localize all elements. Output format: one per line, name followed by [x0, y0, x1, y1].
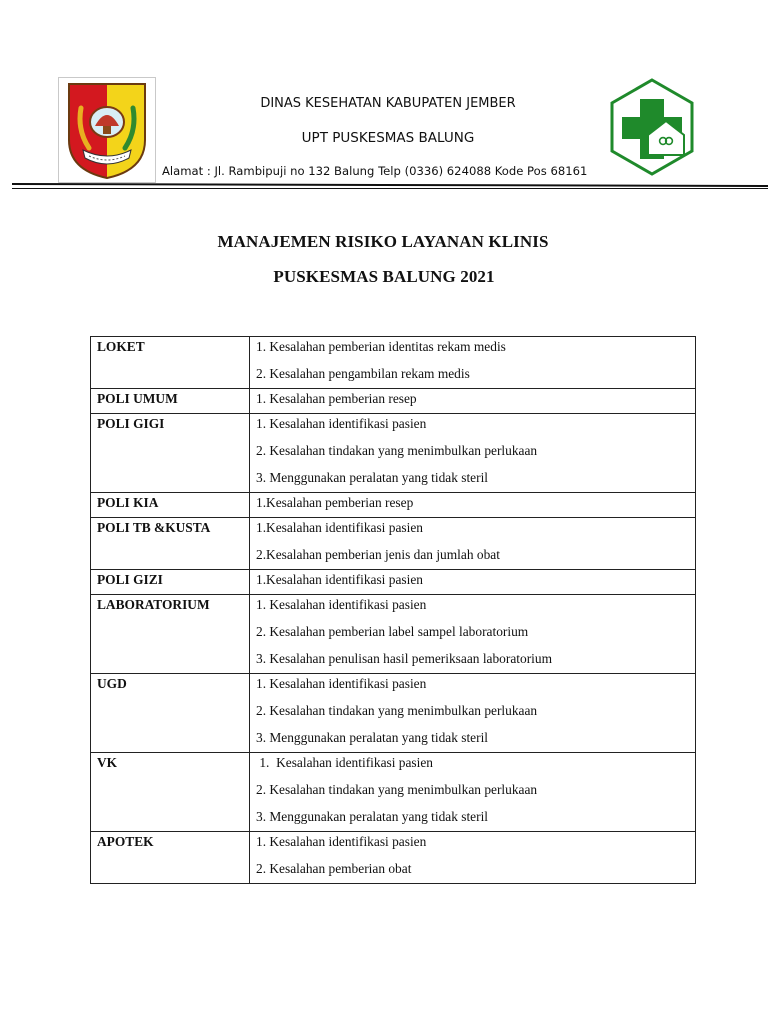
service-unit-cell: POLI GIGI	[91, 414, 250, 493]
table-row	[91, 414, 696, 493]
risk-item: 3. Menggunakan peralatan yang tidak steril	[256, 730, 489, 745]
service-unit-cell: POLI GIZI	[91, 570, 250, 595]
table-row	[91, 753, 696, 832]
risk-item: 2. Kesalahan pengambilan rekam medis	[256, 366, 470, 381]
risk-item: 3. Menggunakan peralatan yang tidak steril	[256, 470, 489, 485]
risk-item: 1. Kesalahan identifikasi pasien	[256, 676, 427, 691]
risk-items-cell	[250, 674, 696, 753]
risk-items-cell	[250, 337, 696, 389]
risk-table-body	[91, 337, 696, 884]
risk-item: 1. Kesalahan identifikasi pasien	[256, 755, 434, 770]
risk-items-cell	[250, 493, 696, 518]
service-unit-cell: LOKET	[91, 337, 250, 389]
table-row	[91, 518, 696, 570]
puskesmas-logo	[608, 77, 696, 177]
risk-items-cell	[250, 518, 696, 570]
risk-item: 2. Kesalahan pemberian obat	[256, 861, 412, 876]
puskesmas-cross-icon	[608, 77, 696, 177]
service-unit-cell: POLI UMUM	[91, 389, 250, 414]
table-row	[91, 674, 696, 753]
risk-items-cell	[250, 832, 696, 884]
address-line: Alamat : Jl. Rambipuji no 132 Balung Telp (0336) 624088 Kode Pos 68161	[162, 164, 588, 178]
risk-items-cell	[250, 595, 696, 674]
risk-item: 1. Kesalahan pemberian identitas rekam medis	[256, 339, 506, 354]
table-row	[91, 832, 696, 884]
risk-item: 1. Kesalahan identifikasi pasien	[256, 416, 427, 431]
risk-table	[90, 336, 696, 884]
service-unit-cell: POLI KIA	[91, 493, 250, 518]
service-unit-cell: LABORATORIUM	[91, 595, 250, 674]
risk-items-cell	[250, 389, 696, 414]
risk-item: 3. Kesalahan penulisan hasil pemeriksaan laboratorium	[256, 651, 552, 666]
risk-item: 1.Kesalahan identifikasi pasien	[256, 520, 423, 535]
risk-item: 1. Kesalahan identifikasi pasien	[256, 597, 427, 612]
service-unit-cell: APOTEK	[91, 832, 250, 884]
risk-item: 1. Kesalahan pemberian resep	[256, 391, 417, 406]
risk-item: 2. Kesalahan tindakan yang menimbulkan perlukaan	[256, 782, 538, 797]
service-unit-cell: UGD	[91, 674, 250, 753]
risk-items-cell	[250, 570, 696, 595]
table-row	[91, 493, 696, 518]
letterhead-divider-thin	[12, 188, 768, 189]
risk-item: 1.Kesalahan pemberian resep	[256, 495, 414, 510]
table-row	[91, 595, 696, 674]
document-title: MANAJEMEN RISIKO LAYANAN KLINIS	[217, 232, 549, 251]
risk-item: 1.Kesalahan identifikasi pasien	[256, 572, 423, 587]
table-row	[91, 570, 696, 595]
table-row	[91, 337, 696, 389]
document-subtitle: PUSKESMAS BALUNG 2021	[273, 267, 495, 286]
risk-items-cell	[250, 753, 696, 832]
agency-name: DINAS KESEHATAN KABUPATEN JEMBER	[260, 96, 516, 111]
unit-name: UPT PUSKESMAS BALUNG	[301, 130, 475, 146]
risk-item: 1. Kesalahan identifikasi pasien	[256, 834, 427, 849]
risk-item: 2. Kesalahan tindakan yang menimbulkan perlukaan	[256, 703, 538, 718]
risk-item: 2. Kesalahan pemberian label sampel laboratorium	[256, 624, 529, 639]
risk-item: 3. Menggunakan peralatan yang tidak steril	[256, 809, 489, 824]
risk-item: 2. Kesalahan tindakan yang menimbulkan perlukaan	[256, 443, 538, 458]
service-unit-cell: VK	[91, 753, 250, 832]
risk-items-cell	[250, 414, 696, 493]
table-row	[91, 389, 696, 414]
service-unit-cell: POLI TB &KUSTA	[91, 518, 250, 570]
letterhead-divider-thick	[12, 183, 768, 187]
risk-item: 2.Kesalahan pemberian jenis dan jumlah obat	[256, 547, 500, 562]
